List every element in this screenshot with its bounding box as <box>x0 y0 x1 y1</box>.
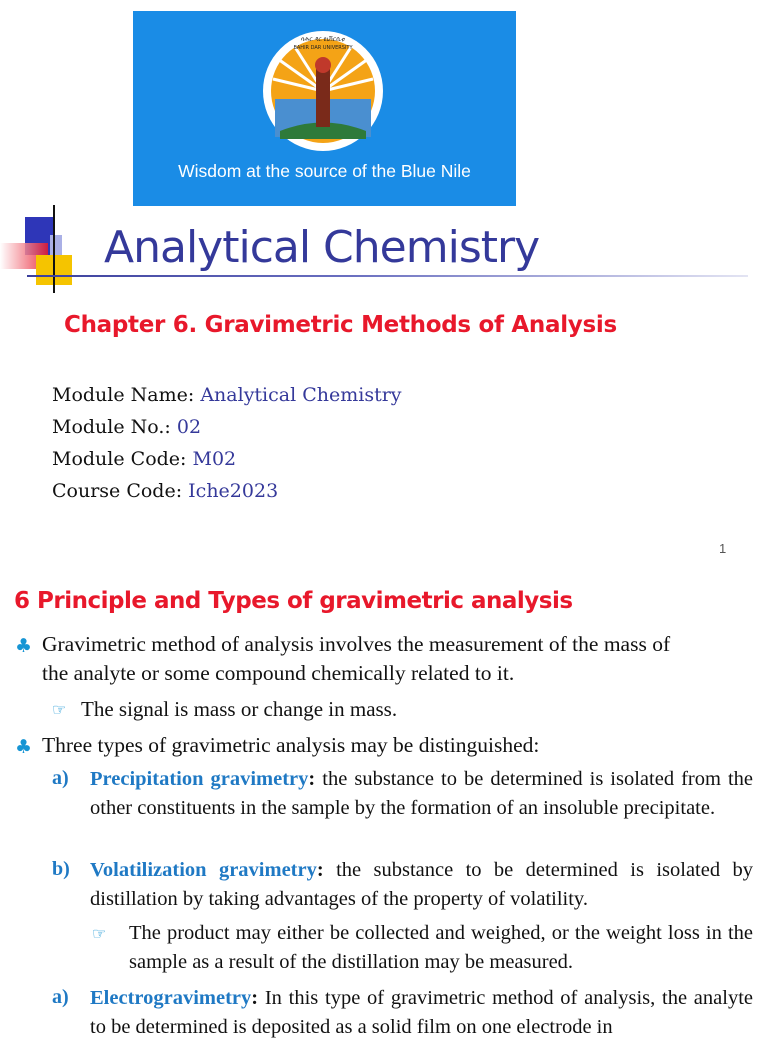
module-code-value: M02 <box>192 448 237 470</box>
title-decoration <box>0 205 80 295</box>
item-b-label: b) <box>52 858 70 880</box>
club-bullet-icon: ♣ <box>15 736 33 758</box>
module-name-value: Analytical Chemistry <box>200 384 402 406</box>
module-no-value: 02 <box>176 416 202 438</box>
bullet-1 <box>42 630 756 688</box>
module-info <box>52 379 402 507</box>
bullet-2: Three types of gravimetric analysis may be distinguished: <box>42 733 540 757</box>
slide-title: Analytical Chemistry <box>104 222 540 273</box>
item-a-label: a) <box>52 767 69 789</box>
svg-text:BAHIR DAR UNIVERSITY: BAHIR DAR UNIVERSITY <box>293 45 353 51</box>
bullet-1-sub: The signal is mass or change in mass. <box>81 697 398 721</box>
item-b-sub: The product may either be collected and weighed, or the weight loss in the sample as a result of the distillation may be measured. <box>129 922 753 973</box>
course-code-value: Iche2023 <box>188 480 279 502</box>
course-code-row <box>52 475 402 507</box>
item-electro-keyword: Electrogravimetry <box>90 987 252 1009</box>
item-electrogravimetry <box>90 984 753 1042</box>
bullet-1-line-2: the analyte or some compound chemically related to it. <box>42 661 515 685</box>
item-precipitation-colon: : <box>308 768 316 790</box>
club-bullet-icon: ♣ <box>15 635 33 657</box>
section-heading: 6 Principle and Types of gravimetric analysis <box>14 588 573 614</box>
item-electro-text: In this type of gravimetric method of analysis, the analyte to be determined is deposited as a solid film on one electrode in <box>90 987 753 1038</box>
module-no-row <box>52 411 402 443</box>
pointing-hand-icon: ☞ <box>92 924 107 943</box>
item-precipitation-keyword: Precipitation gravimetry <box>90 768 309 790</box>
university-logo-icon <box>258 19 388 159</box>
item-precipitation <box>90 765 753 823</box>
item-electro-label: a) <box>52 986 69 1008</box>
module-code-row <box>52 443 402 475</box>
item-volatilization <box>90 856 753 914</box>
module-no-label: Module No.: <box>52 416 171 438</box>
pointing-hand-icon: ☞ <box>52 700 67 719</box>
chapter-heading: Chapter 6. Gravimetric Methods of Analysis <box>64 312 617 338</box>
svg-text:ባሕር ዳር ዩኒቨርሲቲ: ባሕር ዳር ዩኒቨርሲቲ <box>301 36 345 43</box>
title-underline <box>27 275 748 277</box>
module-name-row <box>52 379 402 411</box>
item-volatilization-text: the substance to be determined is isolated by distillation by taking advantages of the property of volatility. <box>90 859 753 910</box>
course-code-label: Course Code: <box>52 480 183 502</box>
item-electro-colon: : <box>251 987 259 1009</box>
item-precipitation-text: the substance to be determined is isolated from the other constituents in the sample by the formation of an insoluble precipitate. <box>90 768 754 819</box>
banner-motto: Wisdom at the source of the Blue Nile <box>178 161 471 181</box>
item-volatilization-keyword: Volatilization gravimetry <box>90 859 317 881</box>
university-banner <box>133 11 516 206</box>
page-number: 1 <box>719 541 727 556</box>
module-code-label: Module Code: <box>52 448 187 470</box>
item-volatilization-colon: : <box>316 859 324 881</box>
bullet-1-line-1: Gravimetric method of analysis involves the measurement of the mass of <box>42 632 671 656</box>
module-name-label: Module Name: <box>52 384 195 406</box>
